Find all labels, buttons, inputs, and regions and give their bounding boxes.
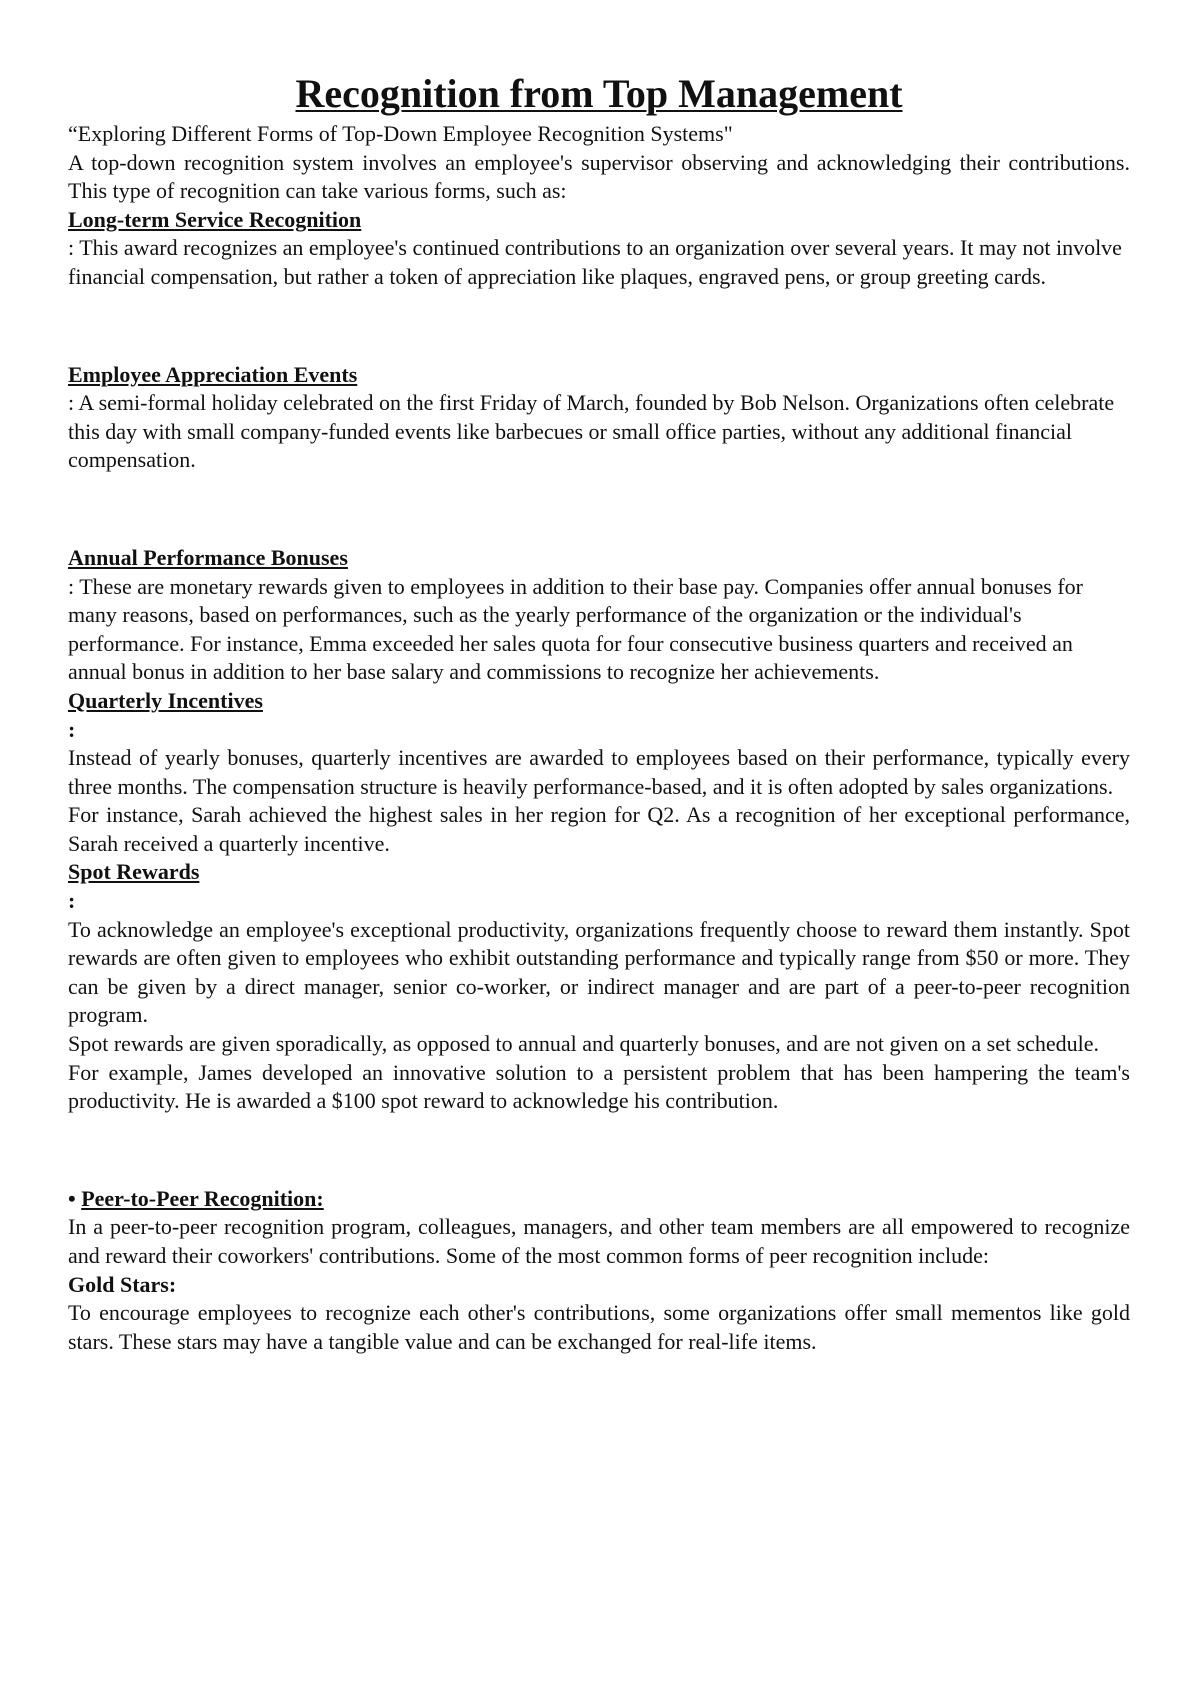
page-title: Recognition from Top Management: [295, 71, 903, 116]
section-employee-appreciation: [68, 361, 1130, 475]
section-quarterly-incentives: [68, 687, 1130, 859]
spacer: [68, 475, 1130, 544]
section-body: : These are monetary rewards given to employees in addition to their base pay. Companies offer annual bonuses for many reasons, based on performances, such as the yearly performance of the organization or the individual's performance. For instance, Emma exceeded her sales quota for four consecutive business quarters and received an annual bonus in addition to her base salary and commissions to recognize her achievements.: [68, 573, 1083, 685]
section-peer-to-peer: [68, 1185, 1130, 1271]
section-colon: :: [68, 716, 76, 742]
section-paragraph: Spot rewards are given sporadically, as opposed to annual and quarterly bonuses, and are not given on a set schedule.: [68, 1031, 1100, 1057]
section-heading: Employee Appreciation Events: [68, 361, 358, 387]
section-paragraph: For instance, Sarah achieved the highest sales in her region for Q2. As a recognition of her exceptional performance, Sarah received a quarterly incentive.: [68, 802, 1130, 856]
section-colon: :: [68, 888, 76, 914]
section-paragraph: To acknowledge an employee's exceptional productivity, organizations frequently choose to reward them instantly. Spot rewards are often given to employees who exhibit outstanding performance and typically range from $50 or more. They can be given by a direct manager, senior co-worker, or indirect manager and are part of a peer-to-peer recognition program.: [68, 916, 1130, 1028]
spacer: [68, 292, 1130, 361]
intro-paragraph: A top-down recognition system involves an employee's supervisor observing and acknowledging their contributions. This type of recognition can take various forms, such as:: [68, 149, 1130, 204]
section-spot-rewards: [68, 858, 1130, 1115]
peer-heading-line: [68, 1185, 1130, 1214]
section-annual-bonuses: [68, 544, 1130, 687]
section-heading: Gold Stars:: [68, 1271, 177, 1297]
section-heading: Annual Performance Bonuses: [68, 544, 348, 570]
section-heading: Peer-to-Peer Recognition:: [81, 1185, 324, 1211]
section-long-term-service: [68, 206, 1130, 292]
subtitle: “Exploring Different Forms of Top-Down Employee Recognition Systems": [68, 121, 733, 146]
section-heading: Long-term Service Recognition: [68, 206, 362, 232]
section-body: To encourage employees to recognize each other's contributions, some organizations offer small mementos like gold stars. These stars may have a tangible value and can be exchanged for real-life items.: [68, 1300, 1130, 1354]
section-heading: Spot Rewards: [68, 859, 200, 885]
section-body: : This award recognizes an employee's continued contributions to an organization over several years. It may not involve financial compensation, but rather a token of appreciation like plaques, engraved pens, or group greeting cards.: [68, 235, 1122, 289]
section-paragraph: For example, James developed an innovative solution to a persistent problem that has been hampering the team's productivity. He is awarded a $100 spot reward to acknowledge his contribution.: [68, 1059, 1130, 1114]
document-page: [68, 70, 1130, 1356]
spacer: [68, 1116, 1130, 1185]
section-gold-stars: [68, 1271, 1130, 1357]
bullet-icon: •: [68, 1185, 76, 1211]
section-body: In a peer-to-peer recognition program, colleagues, managers, and other team members are all empowered to recognize and reward their coworkers' contributions. Some of the most common forms of peer recognition include:: [68, 1214, 1130, 1268]
section-paragraph: Instead of yearly bonuses, quarterly incentives are awarded to employees based on their performance, typically every three months. The compensation structure is heavily performance-based, and it is often adopted by sales organizations.: [68, 745, 1130, 799]
section-heading: Quarterly Incentives: [68, 687, 263, 713]
section-body: : A semi-formal holiday celebrated on the first Friday of March, founded by Bob Nelson. Organizations often celebrate this day with small company-funded events like barbecues or small office parties, without any additional financial compensation.: [68, 390, 1115, 473]
